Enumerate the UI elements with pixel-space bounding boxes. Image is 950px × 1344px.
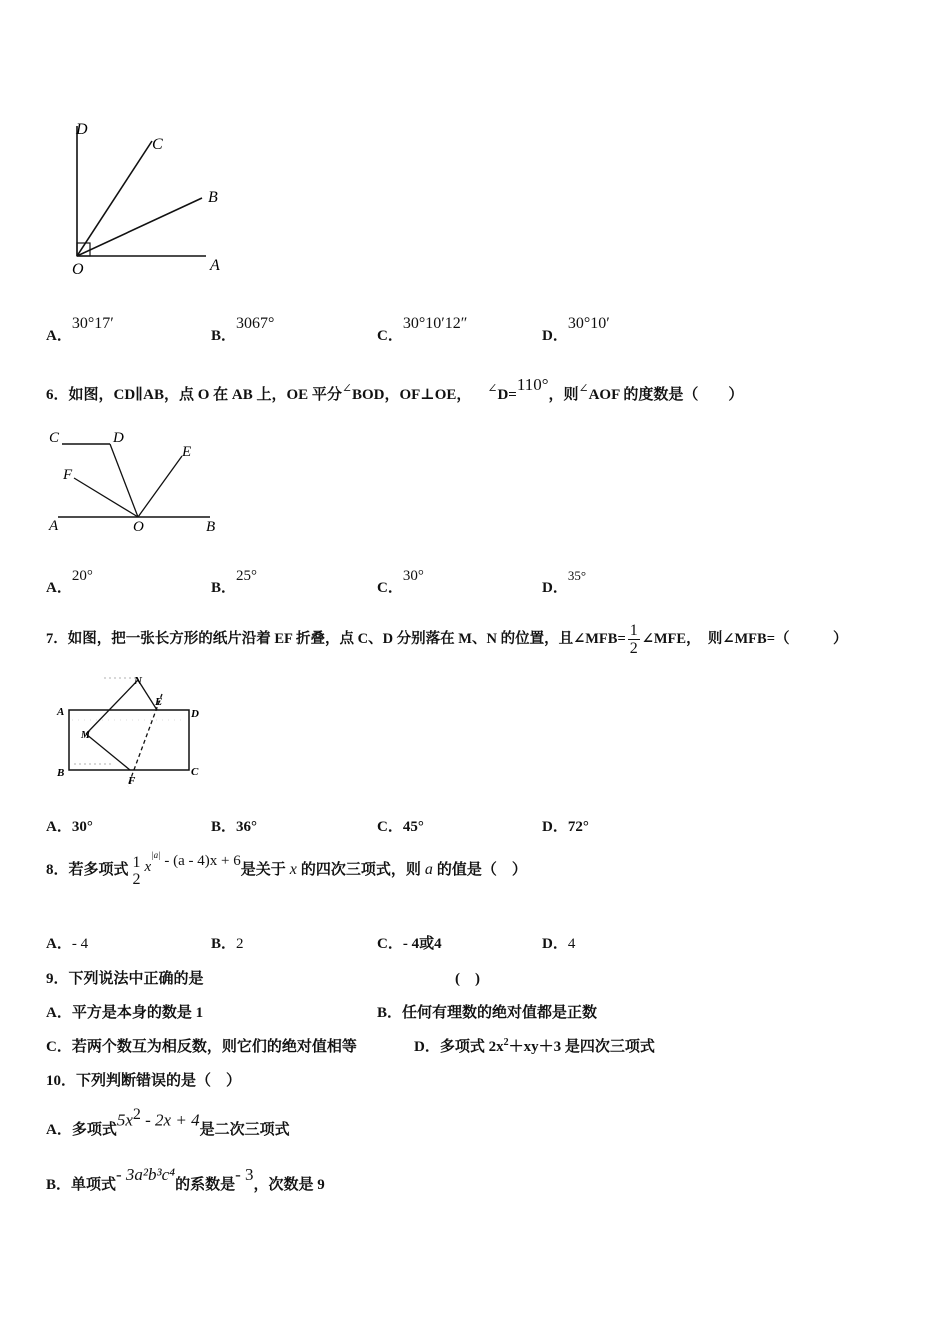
q8-option-a-value: - 4 — [71, 936, 89, 952]
q8-frac-num: 1 — [132, 853, 141, 871]
q8-frac-den: 2 — [132, 870, 141, 888]
q9-option-d-text-1: D．多项式 2x — [414, 1039, 504, 1055]
q7-label-c: C — [191, 766, 199, 778]
q10-option-b-coef: - 3 — [235, 1165, 254, 1184]
q8-text-3: 的四次三项式，则 — [300, 862, 421, 878]
q10-option-a[interactable] — [46, 1100, 290, 1139]
q6-text-1: 如图，CD∥AB，点 O 在 AB 上，OE 平分 — [68, 387, 342, 403]
q7-option-a-letter: A． — [46, 819, 72, 835]
q7-label-d: D — [191, 708, 199, 720]
q6-option-d[interactable] — [542, 564, 587, 596]
q9-number: 9． — [46, 971, 69, 987]
q7-option-c[interactable] — [377, 815, 424, 836]
q6-option-d-value: 35° — [567, 568, 587, 583]
q5-label-c: C — [152, 136, 163, 153]
q6-label-f: F — [63, 467, 73, 483]
q5-option-d-value: 30°10′ — [567, 315, 610, 332]
q7-option-d[interactable] — [542, 815, 589, 836]
q6-angle-symbol-3: ∠ — [578, 381, 589, 395]
q8-option-c-value: - 4或4 — [402, 936, 442, 952]
q7-frac-den: 2 — [629, 640, 638, 657]
q5-option-a[interactable] — [46, 312, 114, 344]
q7-stem — [46, 622, 847, 657]
q10-option-a-suffix: 是二次三项式 — [199, 1122, 290, 1139]
q6-option-b[interactable] — [211, 564, 258, 596]
q7-label-e: E — [155, 696, 163, 708]
q5-label-b: B — [208, 189, 218, 206]
q6-label-e: E — [182, 444, 192, 460]
q10-option-a-expr-sup: 2 — [132, 1106, 141, 1123]
q6-option-b-value: 25° — [236, 568, 258, 584]
q5-option-d-letter: D． — [542, 328, 568, 344]
q6-option-b-letter: B． — [211, 580, 237, 596]
q7-text-1: 如图，把一张长方形的纸片沿着 EF 折叠，点 C、D 分别落在 M、N 的位置，且∠MFB= — [67, 630, 626, 647]
q9-option-d-sup: 2 — [503, 1037, 509, 1048]
q5-option-a-letter: A． — [46, 328, 72, 344]
q6-label-b: B — [206, 519, 216, 535]
q8-var-a: a — [424, 861, 433, 878]
q6-option-c-value: 30° — [402, 568, 424, 584]
q6-angle-symbol-1: ∠ — [341, 381, 352, 395]
q8-option-b-value: 2 — [236, 936, 244, 952]
q7-option-a-value: 30° — [71, 819, 93, 835]
q9-option-a[interactable]: A．平方是本身的数是 1 — [46, 1005, 204, 1021]
q8-number: 8． — [46, 862, 69, 878]
q7-option-d-letter: D． — [542, 819, 568, 835]
q9-option-b[interactable]: B．任何有理数的绝对值都是正数 — [377, 1005, 598, 1021]
q6-figure — [44, 424, 234, 540]
q7-text-2: ∠MFE， 则∠MFB=（ ） — [641, 630, 848, 647]
q9-stem — [46, 967, 204, 988]
q8-expr-exponent: |a| — [151, 850, 161, 860]
q5-figure — [60, 112, 240, 282]
q5-option-c[interactable] — [377, 312, 468, 344]
q5-option-c-letter: C． — [377, 328, 403, 344]
q6-text-5: AOF 的度数是（ ） — [588, 387, 744, 403]
q5-option-d[interactable] — [542, 312, 610, 344]
q6-label-a: A — [49, 518, 59, 534]
q6-option-a-letter: A． — [46, 580, 72, 596]
q10-option-a-expr-2: - 2x + 4 — [140, 1110, 200, 1130]
q6-option-c[interactable] — [377, 564, 424, 596]
q10-number: 10． — [46, 1073, 77, 1089]
q6-text-2: BOD，OF⊥OE， — [351, 387, 472, 403]
q6-label-o: O — [133, 519, 144, 535]
q7-frac-num: 1 — [629, 622, 638, 639]
q7-option-c-letter: C． — [377, 819, 403, 835]
q8-option-d-value: 4 — [567, 936, 576, 952]
q7-label-b: B — [57, 767, 65, 779]
q7-option-b-letter: B． — [211, 819, 237, 835]
q5-option-b[interactable] — [211, 312, 275, 344]
q9-option-d[interactable] — [414, 1035, 655, 1056]
q8-option-b-letter: B． — [211, 936, 237, 952]
q5-option-b-value: 3067° — [236, 315, 275, 332]
q6-option-a[interactable] — [46, 564, 93, 596]
q9-text: 下列说法中正确的是 — [68, 971, 204, 987]
q8-text-4: 的值是（ ） — [436, 862, 527, 878]
q8-expr-rest: - (a - 4)x + 6 — [160, 853, 241, 869]
q7-option-c-value: 45° — [402, 819, 424, 835]
q6-text-4: ，则 — [548, 387, 579, 403]
q6-number: 6． — [46, 387, 69, 403]
q8-text-2: 是关于 — [240, 862, 286, 878]
q5-option-c-value: 30°10′12″ — [402, 315, 468, 332]
q8-option-b[interactable] — [211, 932, 244, 953]
q6-text-3: D= — [497, 387, 517, 403]
q10-option-b-mid: 的系数是 — [175, 1177, 236, 1193]
q6-option-d-letter: D． — [542, 580, 568, 596]
q5-option-b-letter: B． — [211, 328, 237, 344]
q7-option-a[interactable] — [46, 815, 93, 836]
q7-option-b[interactable] — [211, 815, 257, 836]
q10-option-b-prefix: B．单项式 — [46, 1177, 117, 1193]
q7-option-d-value: 72° — [567, 819, 589, 835]
q8-option-d[interactable] — [542, 932, 575, 953]
q6-option-c-letter: C． — [377, 580, 403, 596]
q10-option-b-expr: - 3a²b³c⁴ — [116, 1165, 176, 1184]
q6-option-a-value: 20° — [71, 568, 93, 584]
q7-fraction — [628, 622, 640, 657]
q5-label-a: A — [210, 257, 220, 274]
q8-text-1: 若多项式 — [68, 862, 129, 878]
q8-var-x: x — [289, 861, 297, 878]
q10-option-b[interactable] — [46, 1160, 325, 1191]
q7-label-m: M — [81, 730, 90, 741]
q8-option-d-letter: D． — [542, 936, 568, 952]
q5-option-a-value: 30°17′ — [71, 315, 114, 332]
q10-option-b-suffix: ，次数是 9 — [253, 1177, 325, 1193]
q10-option-a-expr-1: 5x — [116, 1110, 133, 1130]
q8-fraction — [131, 854, 143, 888]
q10-text: 下列判断错误的是（ ） — [76, 1073, 242, 1089]
q8-expr-var: x — [144, 859, 152, 875]
q7-label-n: N — [134, 675, 142, 687]
q7-figure — [52, 672, 212, 796]
q5-label-d: D — [76, 121, 88, 138]
q7-label-a: A — [57, 706, 65, 718]
q8-option-c[interactable] — [377, 932, 442, 953]
q7-number: 7． — [46, 630, 68, 647]
q10-stem — [46, 1069, 241, 1090]
q9-answer-paren: ( ) — [455, 971, 480, 987]
q7-option-b-value: 36° — [236, 819, 258, 835]
q8-option-a-letter: A． — [46, 936, 72, 952]
q6-label-c: C — [49, 430, 60, 446]
q6-stem — [46, 375, 744, 404]
q7-label-f: F — [128, 775, 136, 787]
q9-option-c[interactable]: C．若两个数互为相反数，则它们的绝对值相等 — [46, 1039, 357, 1055]
q6-value-110: 110° — [516, 375, 549, 394]
q8-option-c-letter: C． — [377, 936, 403, 952]
q9-option-d-text-2: ＋xy＋3 是四次三项式 — [508, 1039, 655, 1055]
q6-angle-symbol-2: ∠ — [487, 381, 498, 395]
q10-option-a-prefix: A．多项式 — [46, 1122, 117, 1139]
q5-label-o: O — [72, 261, 84, 278]
q8-option-a[interactable] — [46, 932, 88, 953]
q8-stem — [46, 848, 527, 888]
q6-label-d: D — [113, 430, 124, 446]
